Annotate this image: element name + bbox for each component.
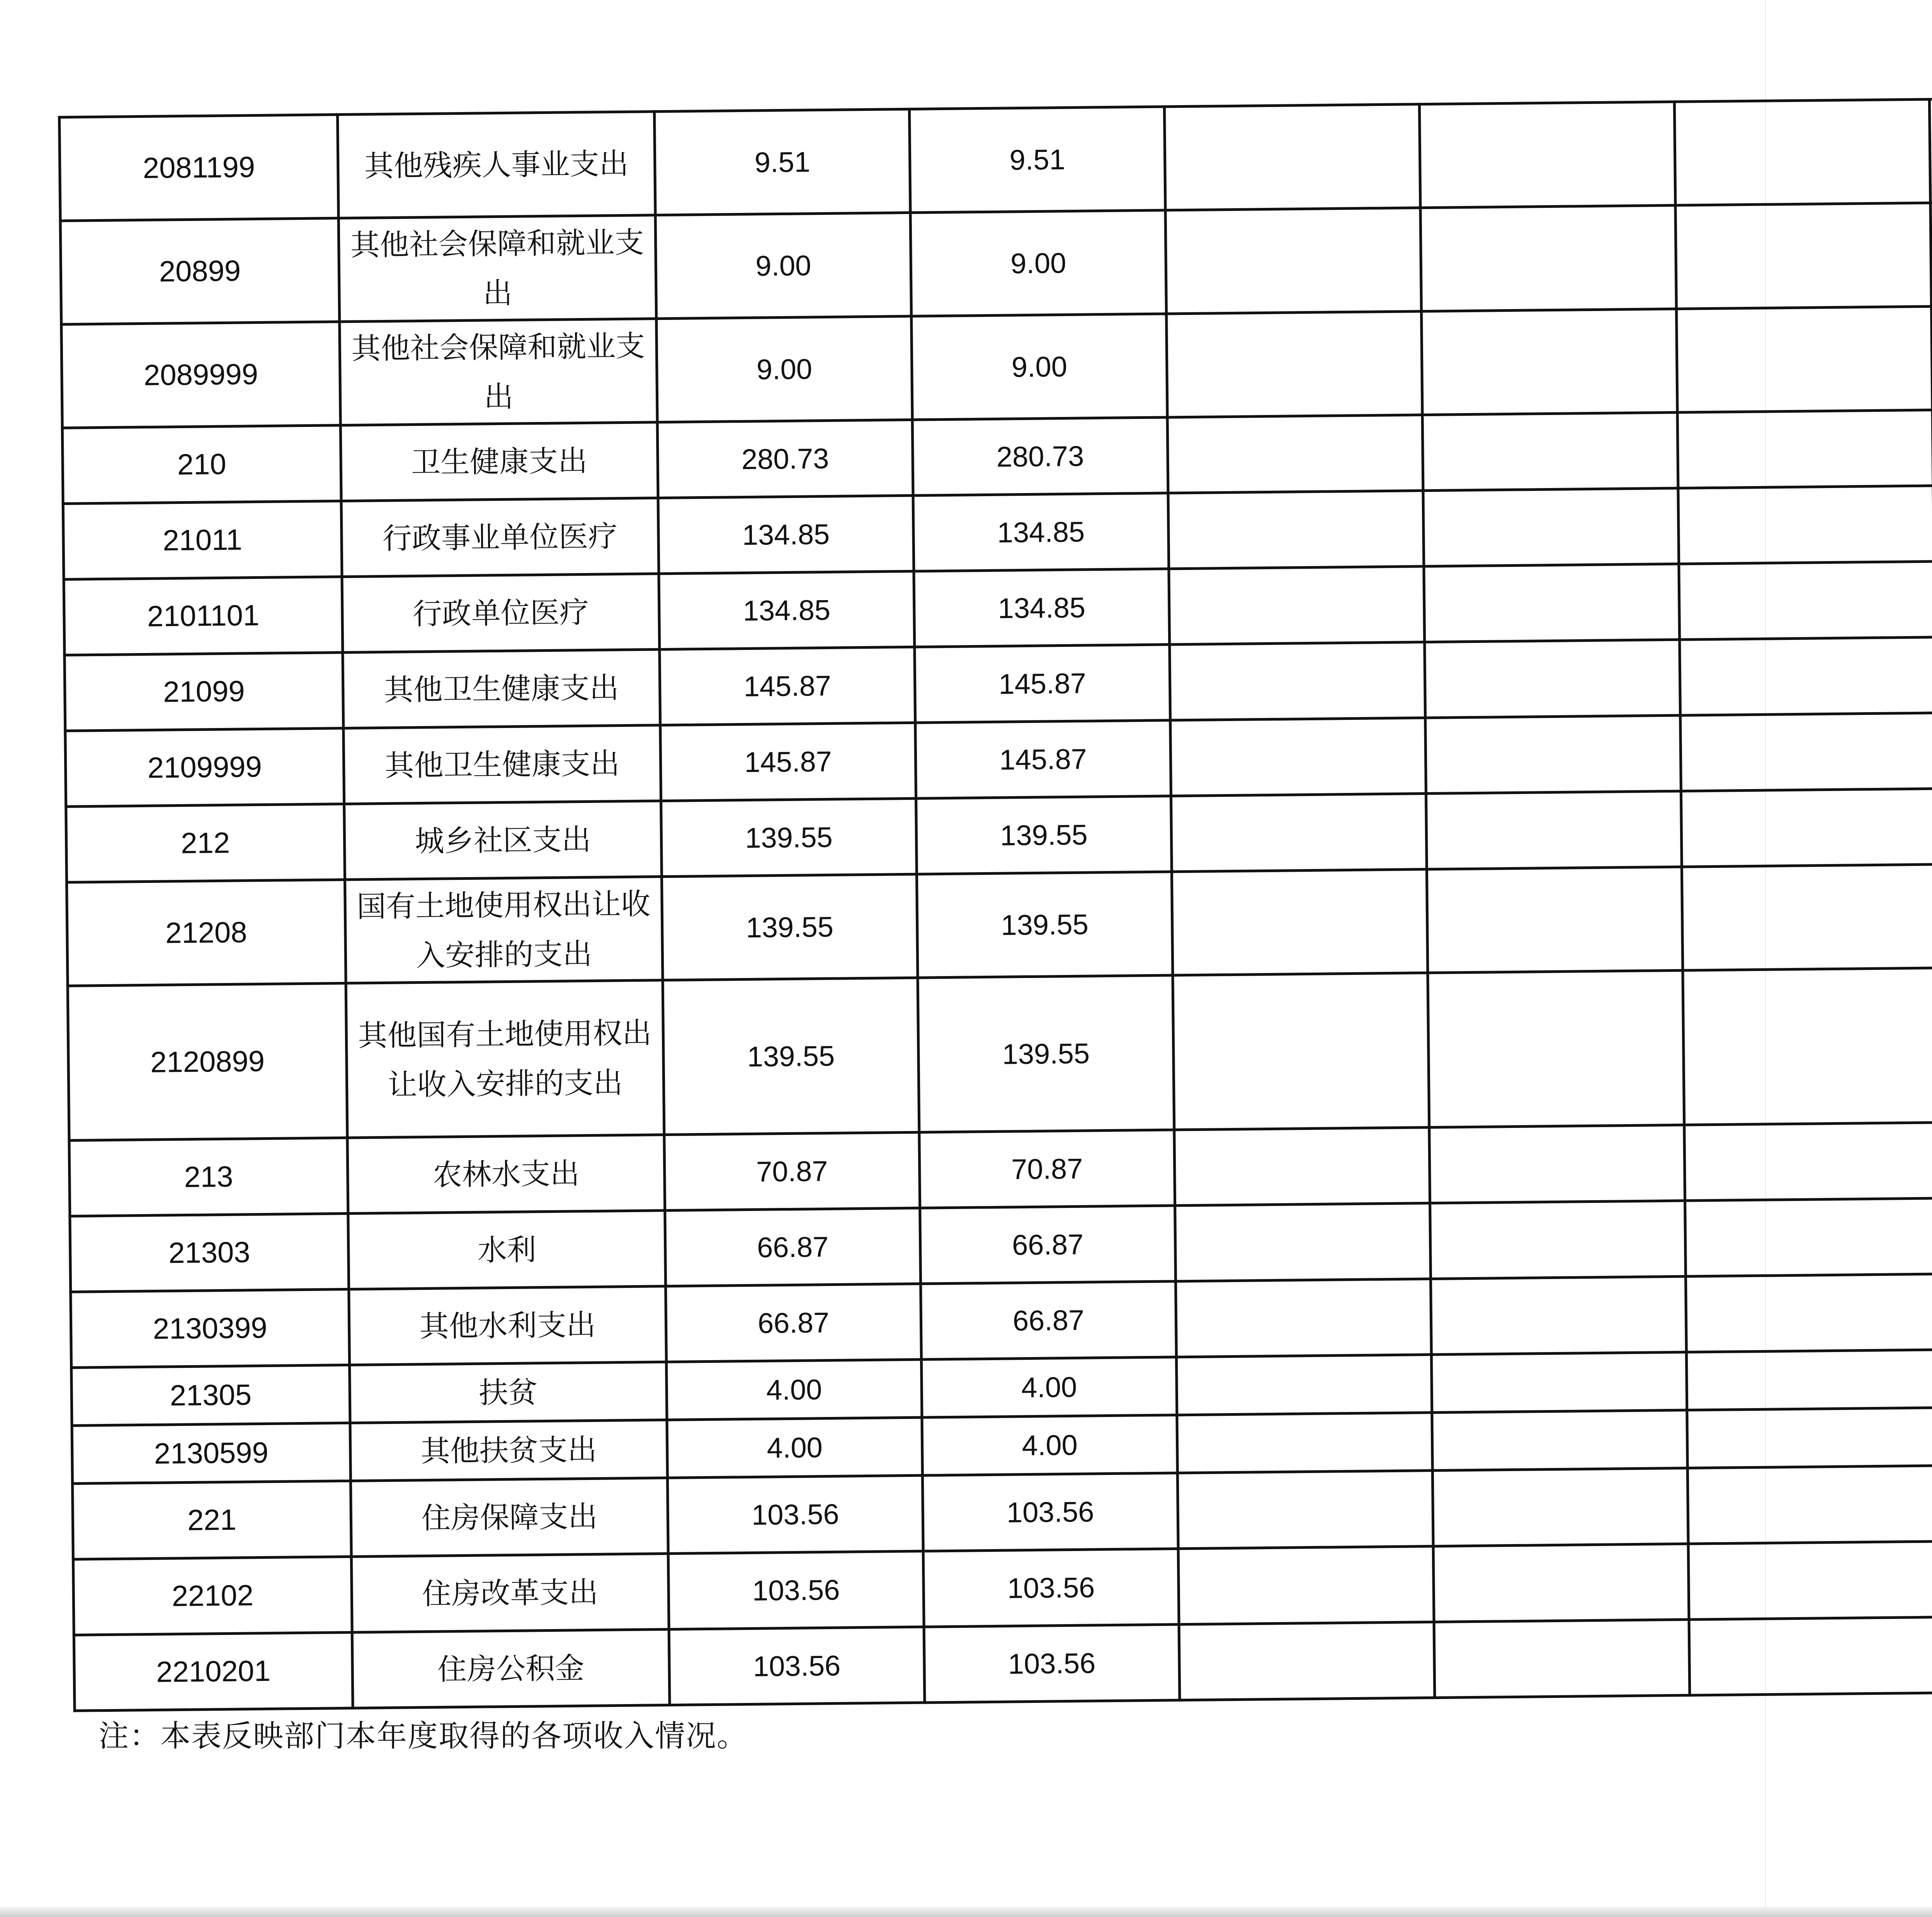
budget-table	[58, 92, 1932, 1712]
account-name-cell: 其他水利支出	[349, 1286, 667, 1365]
account-code-cell: 22102	[73, 1556, 352, 1635]
account-code-cell: 2130399	[71, 1289, 350, 1368]
empty-amount-cell	[1168, 491, 1424, 569]
budget-table-body	[60, 93, 1932, 1711]
empty-amount-cell	[1684, 1123, 1932, 1201]
amount-fiscal-cell: 103.56	[922, 1473, 1178, 1551]
empty-amount-cell	[1419, 102, 1675, 208]
account-name-cell: 水利	[348, 1211, 666, 1289]
empty-amount-cell	[1434, 1619, 1690, 1698]
empty-amount-cell	[1425, 640, 1680, 718]
empty-amount-cell	[1177, 1413, 1432, 1473]
account-code-cell: 2120899	[68, 983, 347, 1140]
amount-total-cell: 145.87	[660, 647, 915, 725]
amount-total-cell: 9.00	[655, 213, 912, 318]
amount-fiscal-cell: 134.85	[913, 493, 1169, 571]
account-code-cell: 221	[72, 1481, 351, 1559]
amount-total-cell: 134.85	[659, 571, 915, 649]
empty-amount-cell	[1433, 1544, 1689, 1622]
amount-fiscal-cell: 280.73	[912, 417, 1168, 495]
account-code-cell: 2089999	[61, 322, 341, 428]
amount-total-cell: 139.55	[661, 798, 917, 876]
empty-amount-cell	[1686, 1274, 1932, 1352]
empty-amount-cell	[1689, 1617, 1932, 1695]
account-name-cell: 其他卫生健康支出	[343, 650, 660, 728]
account-name-cell: 住房改革支出	[351, 1554, 669, 1633]
empty-amount-cell	[1176, 1355, 1432, 1415]
amount-fiscal-cell: 139.55	[918, 975, 1174, 1132]
amount-total-cell: 9.00	[656, 316, 913, 422]
empty-amount-cell	[1173, 973, 1429, 1130]
empty-amount-cell	[1675, 203, 1932, 309]
empty-amount-cell	[1178, 1546, 1434, 1624]
account-name-cell: 国有土地使用权出让收入安排的支出	[345, 877, 663, 983]
empty-amount-cell	[1676, 306, 1932, 412]
account-code-cell: 21011	[63, 501, 342, 580]
empty-amount-cell	[1175, 1203, 1431, 1281]
empty-amount-cell	[1683, 968, 1932, 1125]
amount-total-cell: 139.55	[663, 978, 919, 1135]
account-code-cell: 2109999	[65, 728, 344, 806]
account-code-cell: 2101101	[64, 577, 343, 655]
empty-amount-cell	[1179, 1622, 1435, 1700]
scan-bottom-edge	[0, 1907, 1932, 1917]
empty-amount-cell	[1678, 486, 1932, 564]
amount-fiscal-cell: 103.56	[923, 1549, 1179, 1627]
amount-fiscal-cell: 66.87	[921, 1281, 1177, 1359]
empty-amount-cell	[1680, 637, 1932, 715]
amount-total-cell: 70.87	[664, 1132, 920, 1210]
empty-amount-cell	[1682, 864, 1932, 970]
empty-amount-cell	[1423, 488, 1679, 566]
empty-amount-cell	[1674, 99, 1930, 205]
table-row	[68, 962, 1932, 1140]
empty-amount-cell	[1432, 1468, 1688, 1546]
amount-fiscal-cell: 4.00	[921, 1357, 1177, 1417]
empty-amount-cell	[1427, 867, 1683, 973]
account-code-cell: 20899	[60, 218, 340, 325]
amount-fiscal-cell: 4.00	[922, 1415, 1177, 1475]
empty-amount-cell	[1431, 1352, 1687, 1412]
amount-fiscal-cell: 9.00	[910, 210, 1167, 316]
account-name-cell: 其他残疾人事业支出	[338, 112, 656, 218]
empty-amount-cell	[1687, 1408, 1932, 1468]
empty-amount-cell	[1177, 1471, 1433, 1549]
amount-fiscal-cell: 145.87	[915, 720, 1171, 798]
empty-amount-cell	[1172, 869, 1428, 975]
table-row	[60, 93, 1932, 221]
amount-fiscal-cell: 134.85	[914, 569, 1170, 647]
account-name-cell: 卫生健康支出	[340, 422, 658, 501]
empty-amount-cell	[1171, 794, 1427, 872]
account-name-cell: 其他社会保障和就业支出	[340, 319, 658, 425]
amount-total-cell: 4.00	[667, 1417, 922, 1478]
amount-total-cell: 4.00	[667, 1359, 922, 1420]
amount-total-cell: 145.87	[660, 723, 916, 801]
amount-total-cell: 103.56	[669, 1627, 925, 1705]
empty-amount-cell	[1424, 564, 1680, 642]
amount-fiscal-cell: 70.87	[919, 1130, 1175, 1208]
empty-amount-cell	[1422, 309, 1678, 415]
account-code-cell: 212	[66, 804, 345, 882]
empty-amount-cell	[1426, 791, 1682, 869]
account-code-cell: 2130599	[72, 1423, 350, 1483]
account-code-cell: 210	[62, 425, 341, 504]
empty-amount-cell	[1174, 1128, 1430, 1206]
budget-table-container	[58, 92, 1932, 1712]
empty-amount-cell	[1167, 311, 1423, 417]
empty-amount-cell	[1687, 1466, 1932, 1544]
amount-total-cell: 9.51	[654, 109, 910, 215]
empty-amount-cell	[1170, 642, 1425, 720]
account-code-cell: 2081199	[60, 115, 339, 221]
account-name-cell: 其他国有土地使用权出让收入安排的支出	[346, 980, 664, 1138]
empty-amount-cell	[1428, 970, 1684, 1127]
amount-total-cell: 280.73	[657, 420, 913, 498]
empty-amount-cell	[1679, 561, 1932, 640]
account-code-cell: 2210201	[74, 1632, 353, 1711]
account-name-cell: 行政事业单位医疗	[341, 498, 659, 577]
empty-amount-cell	[1170, 718, 1426, 796]
amount-fiscal-cell: 139.55	[916, 796, 1172, 874]
account-name-cell: 住房公积金	[352, 1630, 670, 1708]
account-name-cell: 城乡社区支出	[344, 801, 662, 880]
amount-total-cell: 139.55	[662, 874, 918, 980]
empty-amount-cell	[1685, 1198, 1932, 1276]
amount-total-cell: 103.56	[668, 1551, 924, 1629]
empty-amount-cell	[1164, 104, 1420, 210]
empty-amount-cell	[1688, 1541, 1932, 1619]
empty-amount-cell	[1677, 410, 1932, 488]
empty-amount-cell	[1167, 415, 1423, 493]
empty-amount-cell	[1425, 715, 1681, 793]
account-name-cell: 其他卫生健康支出	[344, 725, 661, 804]
account-name-cell: 其他扶贫支出	[350, 1420, 667, 1481]
account-name-cell: 住房保障支出	[350, 1478, 668, 1557]
amount-total-cell: 66.87	[666, 1284, 922, 1362]
account-code-cell: 21305	[71, 1365, 350, 1425]
amount-fiscal-cell: 66.87	[920, 1206, 1176, 1284]
amount-fiscal-cell: 145.87	[915, 645, 1170, 723]
amount-total-cell: 103.56	[667, 1475, 923, 1553]
account-code-cell: 21303	[70, 1213, 349, 1292]
empty-amount-cell	[1680, 713, 1932, 791]
amount-fiscal-cell: 9.51	[909, 107, 1165, 213]
empty-amount-cell	[1165, 208, 1422, 314]
account-name-cell: 其他社会保障和就业支出	[338, 215, 656, 322]
account-name-cell: 扶贫	[350, 1362, 667, 1423]
empty-amount-cell	[1169, 566, 1425, 645]
account-code-cell: 213	[69, 1138, 348, 1216]
empty-amount-cell	[1420, 205, 1677, 311]
empty-amount-cell	[1422, 412, 1678, 490]
empty-amount-cell	[1430, 1201, 1686, 1279]
account-code-cell: 21208	[67, 879, 346, 986]
empty-amount-cell	[1681, 789, 1932, 867]
empty-amount-cell	[1432, 1410, 1687, 1470]
empty-amount-cell	[1686, 1350, 1932, 1410]
empty-amount-cell	[1429, 1125, 1685, 1203]
empty-amount-cell	[1431, 1276, 1687, 1354]
amount-total-cell: 134.85	[658, 495, 914, 573]
amount-total-cell: 66.87	[665, 1208, 921, 1286]
amount-fiscal-cell: 139.55	[917, 872, 1173, 978]
account-name-cell: 农林水支出	[347, 1135, 665, 1214]
account-code-cell: 21099	[65, 652, 344, 731]
account-name-cell: 行政单位医疗	[342, 574, 660, 653]
empty-amount-cell	[1176, 1279, 1432, 1357]
amount-fiscal-cell: 103.56	[924, 1624, 1180, 1703]
amount-fiscal-cell: 9.00	[912, 314, 1168, 420]
table-footnote: 注：本表反映部门本年度取得的各项收入情况。	[99, 1719, 748, 1754]
